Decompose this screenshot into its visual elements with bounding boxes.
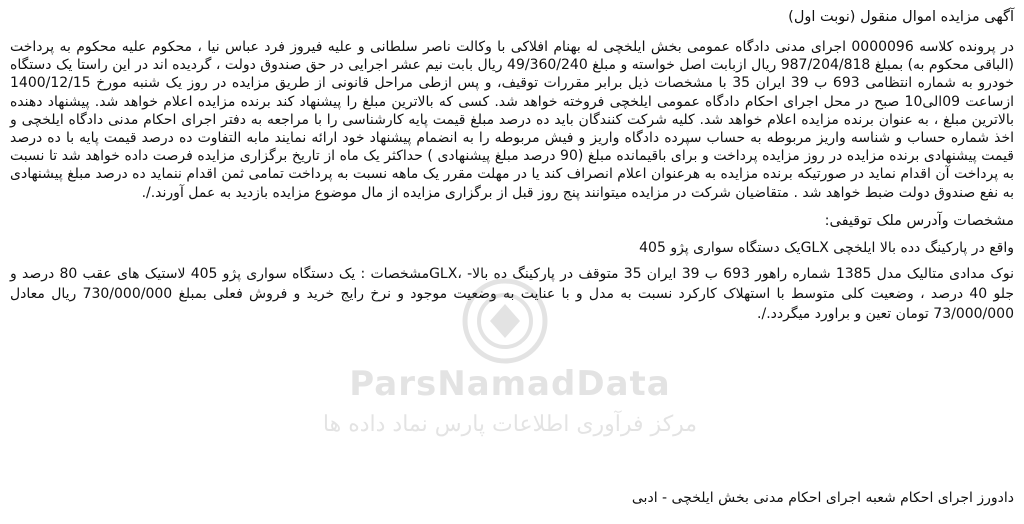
notice-body: در پرونده کلاسه 0000096 اجرای مدنی دادگاه عمومی بخش ایلخچی له بهنام افلاکی با وکالت ناصر سلطانی و علیه فیروز فرد عباس نیا ، محکوم علیه محکوم به پرداخت (الباقی محکوم به) بمبلغ 987/204/818 ریال ازبابت اصل خواسته و مبلغ 49/360/240 ریال بابت نیم عشر اجرایی در حق صندوق دولت ، گردیده اند در این راستا یک دستگاه خودرو به شماره انتظامی 693 ب 39 ایران 35 با مشخصات ذیل برابر مقررات توقیف، و پس ازطی مراحل قانونی از طریق مزایده در روز یک شنبه مورخ 1400/12/15 ازساعت 09الی10 صبح در محل اجرای احکام دادگاه عمومی ایلخچی فروخته خواهد شد. کسی که بالاترین مبلغ را پیشنهاد کند برنده مزایده اعلام خواهد شد. پیشنهاد دهنده بالاترین مبلغ ، به عنوان برنده مزایده اعلام خواهد شد. کلیه شرکت کنندگان باید ده درصد مبلغ قیمت پایه کارشناسی را با مراجعه به دفتر اجرای احکام مدنی دادگاه ایلخچی و اخذ شماره حساب و شناسه واریز مربوطه به حساب سپرده دادگاه واریز و فیش مربوطه را به انضمام پیشنهاد خود ارائه نمایند مابه التفاوت ده درصد قیمت پایه با ده درصد قیمت پیشنهادی برنده مزایده در روز مزایده پرداخت و برای باقیمانده مبلغ (90 درصد مبلغ پیشنهادی ) حداکثر یک ماه از تاریخ برگزاری مزایده فرصت داده خواهد شد تا نسبت به پرداخت آن اقدام نماید در صورتیکه برنده مزایده به هرعنوان اعلام انصراف کند یا در مهلت مقرر یک ماهه نسبت به پرداخت تمامی ثمن اقدام ننماید ده درصد مبلغ پیشنهادی به نفع صندوق دولت ضبط خواهد شد . متقاضیان شرکت در مزایده میتوانند پنج روز قبل از برگزاری مزایده از مال موضوع مزایده بازدید به عمل آورند./. [10,39,1015,201]
signature-line: دادورز اجرای احکام شعبه اجرای احکام مدنی بخش ایلخچی - ادبی [631,490,1014,506]
property-location: واقع در پارکینگ دده بالا ایلخچی GLXیک دستگاه سواری پژو 405 [639,239,1014,256]
watermark-brand: ParsNamadData [349,364,671,404]
vehicle-description: نوک مدادی متالیک مدل 1385 شماره راهور 693 ب 39 ایران 35 متوقف در پارکینگ ده بالا- ،GLXمشخصات : یک دستگاه سواری پژو 405 لاستیک های عقب 80 درصد و جلو 40 درصد ، وضعیت کلی متوسط با استهلاک کارکرد نسبت به مدل و با عنایت به وضعیت موجود و نرخ رایج خرید و فروش فعلی بمبلغ 730/000/000 ریال معادل 73/000/000 تومان تعین و براورد میگردد./. [10,265,1014,322]
specs-heading: مشخصات وآدرس ملک توقیفی: [824,212,1014,229]
notice-title: آگهی مزایده اموال منقول (نوبت اول) [788,9,1014,25]
watermark-subtitle: مرکز فرآوری اطلاعات پارس نماد داده ها [322,412,698,437]
